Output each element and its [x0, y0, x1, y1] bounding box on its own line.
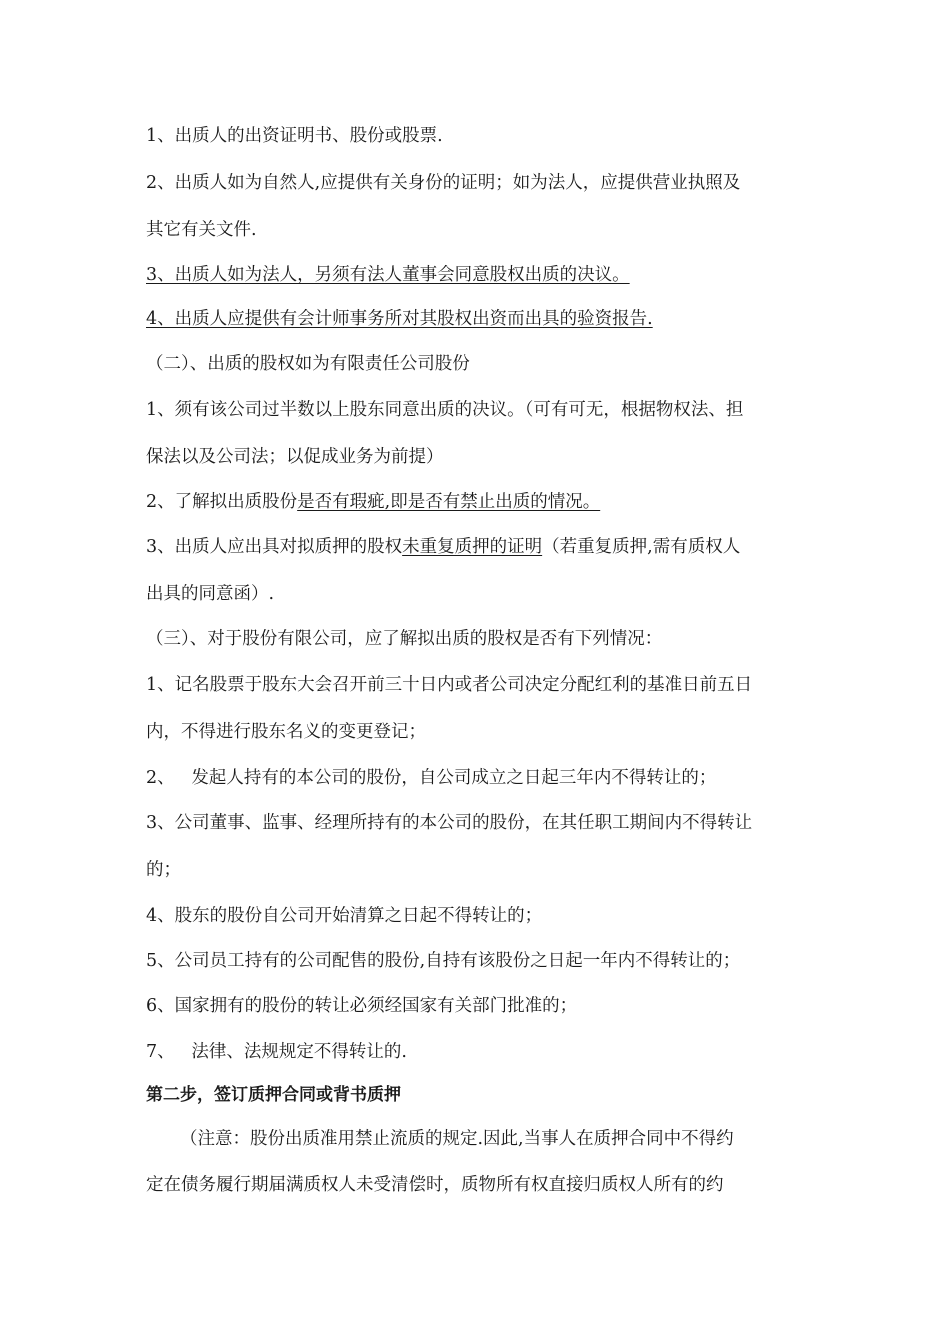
line-text: 2、了解拟出质股份 — [146, 492, 298, 512]
text-line — [146, 171, 740, 195]
line-text: 1、须有该公司过半数以上股东同意出质的决议。（可有可无，根据物权法、担 — [146, 400, 744, 420]
text-line — [146, 1040, 407, 1064]
text-line — [146, 766, 716, 790]
line-text: 其它有关文件. — [146, 220, 257, 240]
underlined-text: 未重复质押的证明 — [402, 537, 543, 557]
text-line — [146, 904, 542, 928]
text-line — [146, 445, 444, 469]
text-line — [146, 858, 181, 882]
underlined-text: 是否有瑕疵,即是否有禁止出质的情况。 — [297, 492, 601, 512]
underlined-text: 3、出质人如为法人，另须有法人董事会同意股权出质的决议。 — [146, 265, 630, 285]
text-line — [146, 994, 577, 1018]
line-text: 5、公司员工持有的公司配售的股份,自持有该股份之日起一年内不得转让的； — [146, 951, 741, 971]
text-line — [146, 949, 740, 973]
line-text: 2、 发起人持有的本公司的股份，自公司成立之日起三年内不得转让的； — [146, 768, 717, 788]
line-text: 3、出质人应出具对拟质押的股权 — [146, 537, 403, 557]
text-line — [146, 582, 274, 606]
line-text: （二）、出质的股权如为有限责任公司股份 — [146, 354, 470, 374]
text-line — [146, 811, 752, 835]
line-text: 内，不得进行股东名义的变更登记； — [146, 722, 426, 742]
section-heading-3 — [146, 627, 662, 651]
text-line — [180, 1127, 734, 1151]
underlined-text: 4、出质人应提供有会计师事务所对其股权出资而出具的验资报告. — [146, 309, 653, 329]
text-line — [146, 535, 740, 559]
text-line — [146, 673, 752, 697]
text-line — [146, 720, 426, 744]
text-line — [146, 307, 653, 331]
line-text: 1、记名股票于股东大会召开前三十日内或者公司决定分配红利的基准日前五日 — [146, 675, 753, 695]
line-text: （注意：股份出质准用禁止流质的规定.因此,当事人在质押合同中不得约 — [180, 1129, 734, 1149]
text-line — [146, 398, 743, 422]
section-heading-2 — [146, 352, 470, 376]
line-text: 出具的同意函）. — [146, 584, 275, 604]
line-text: 4、股东的股份自公司开始清算之日起不得转让的； — [146, 906, 543, 926]
line-text: 第二步，签订质押合同或背书质押 — [146, 1085, 401, 1105]
text-line — [146, 490, 600, 514]
step-heading — [146, 1083, 401, 1107]
line-text: 2、出质人如为自然人,应提供有关身份的证明；如为法人，应提供营业执照及 — [146, 173, 741, 193]
text-line — [146, 1173, 724, 1197]
text-line — [146, 218, 257, 242]
line-text: 3、公司董事、监事、经理所持有的本公司的股份，在其任职工期间内不得转让 — [146, 813, 753, 833]
text-line — [146, 124, 443, 148]
line-text: （若重复质押,需有质权人 — [542, 537, 741, 557]
line-text: 保法以及公司法；以促成业务为前提） — [146, 447, 444, 467]
line-text: 1、出质人的出资证明书、股份或股票. — [146, 126, 443, 146]
text-line — [146, 263, 630, 287]
line-text: 6、国家拥有的股份的转让必须经国家有关部门批准的； — [146, 996, 578, 1016]
line-text: （三）、对于股份有限公司，应了解拟出质的股权是否有下列情况： — [146, 629, 663, 649]
line-text: 7、 法律、法规规定不得转让的. — [146, 1042, 407, 1062]
line-text: 定在债务履行期届满质权人未受清偿时，质物所有权直接归质权人所有的约 — [146, 1175, 724, 1195]
line-text: 的； — [146, 860, 181, 880]
